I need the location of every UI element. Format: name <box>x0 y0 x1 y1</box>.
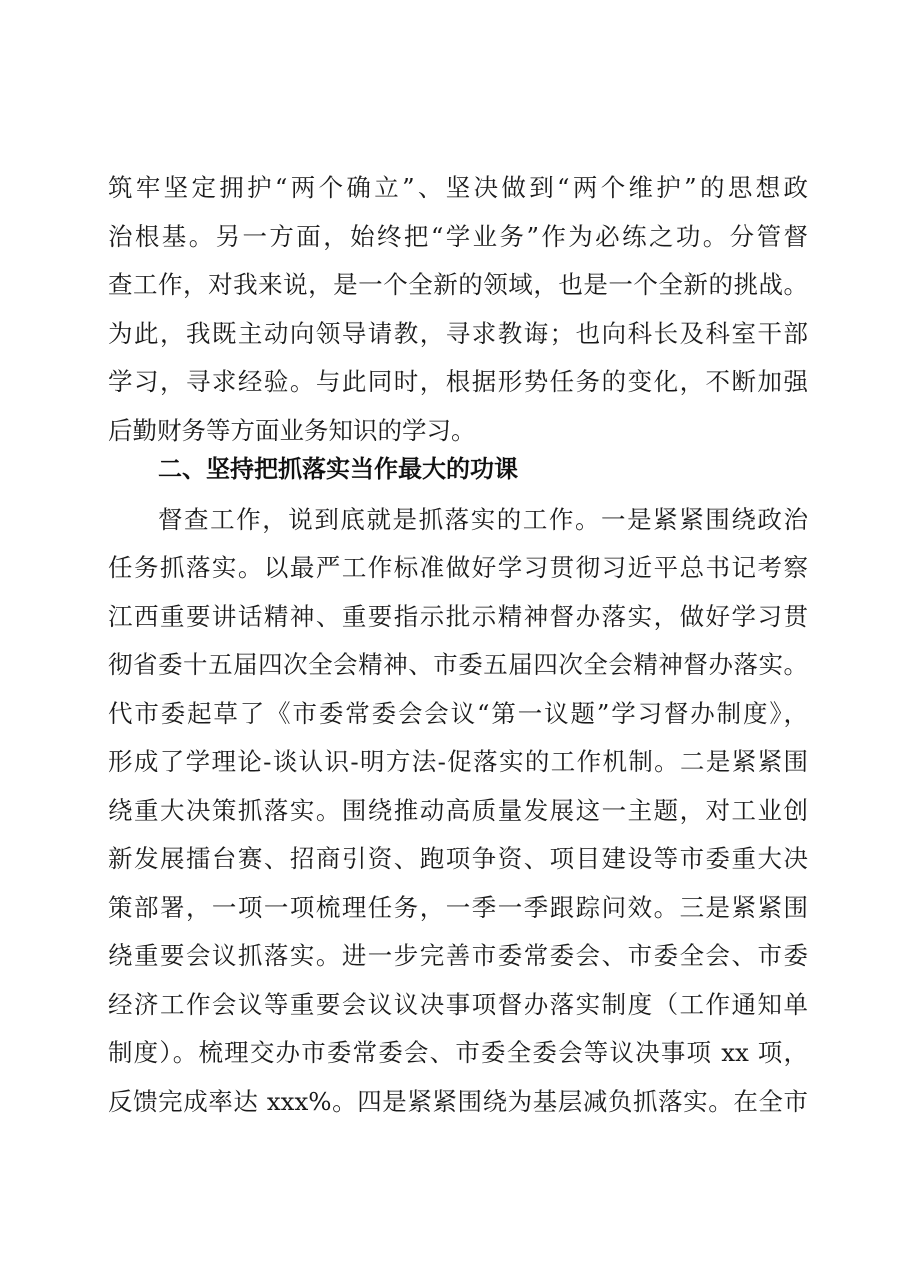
text-line: 反馈完成率达 xxx%。四是紧紧围绕为基层减负抓落实。在全市 <box>108 1087 808 1116</box>
text-line: 形成了学理论-谈认识-明方法-促落实的工作机制。二是紧紧围 <box>108 747 808 776</box>
text-line: 制度）。梳理交办市委常委会、市委全委会等议决事项 xx 项， <box>108 1038 808 1067</box>
text-line: 学习，寻求经验。与此同时，根据形势任务的变化，不断加强 <box>108 367 808 396</box>
text-line: 督查工作，说到底就是抓落实的工作。一是紧紧围绕政治 <box>158 505 808 534</box>
text-line: 筑牢坚定拥护“两个确立”、坚决做到“两个维护”的思想政 <box>108 173 808 202</box>
text-line: 代市委起草了《市委常委会会议“第一议题”学习督办制度》， <box>108 699 808 728</box>
text-line: 任务抓落实。以最严工作标准做好学习贯彻习近平总书记考察 <box>108 553 808 582</box>
text-line: 新发展擂台赛、招商引资、跑项争资、项目建设等市委重大决 <box>108 844 808 873</box>
text-line: 后勤财务等方面业务知识的学习。 <box>108 416 476 445</box>
text-line: 绕重要会议抓落实。进一步完善市委常委会、市委全会、市委 <box>108 941 808 970</box>
text-line: 经济工作会议等重要会议议决事项督办落实制度（工作通知单 <box>108 990 808 1019</box>
text-line: 彻省委十五届四次全会精神、市委五届四次全会精神督办落实。 <box>108 650 808 679</box>
text-line: 绕重大决策抓落实。围绕推动高质量发展这一主题，对工业创 <box>108 796 808 825</box>
text-line: 治根基。另一方面，始终把“学业务”作为必练之功。分管督 <box>108 222 808 251</box>
text-line: 江西重要讲话精神、重要指示批示精神督办落实，做好学习贯 <box>108 602 808 631</box>
section-heading: 二、坚持把抓落实当作最大的功课 <box>158 455 518 483</box>
text-line: 查工作，对我来说，是一个全新的领域，也是一个全新的挑战。 <box>108 270 808 299</box>
text-line: 策部署，一项一项梳理任务，一季一季跟踪问效。三是紧紧围 <box>108 893 808 922</box>
text-line: 为此，我既主动向领导请教，寻求教诲；也向科长及科室干部 <box>108 319 808 348</box>
